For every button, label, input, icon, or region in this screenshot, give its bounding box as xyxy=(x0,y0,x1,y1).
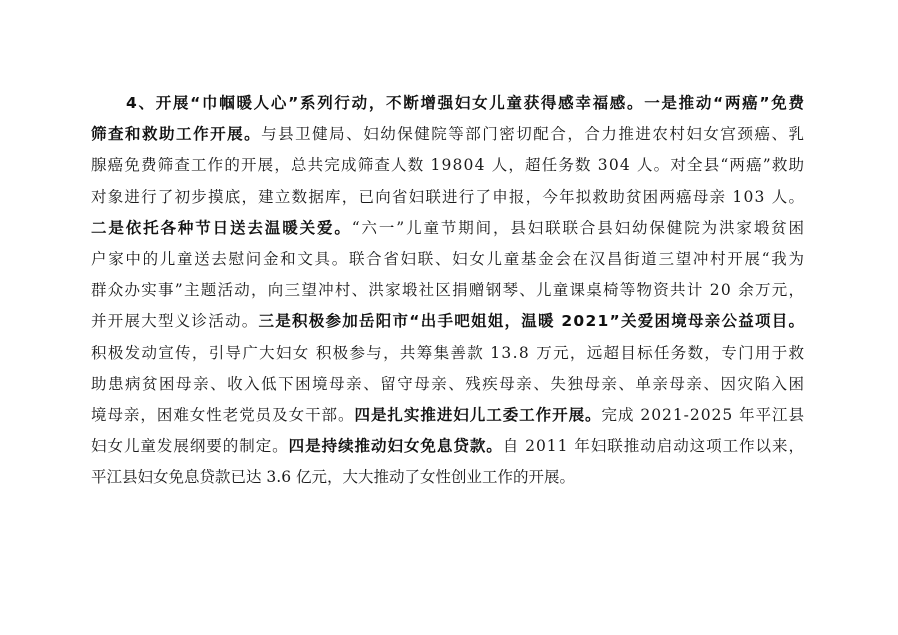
bold-heading-text: 二是依托各种节日送去温暖关爱。 xyxy=(91,218,352,237)
body-text: 腺癌免费筛查工作的开展，总共完成筛查人数 19804 人，超任务数 304 人。对全县“两癌”救助 xyxy=(91,156,806,175)
body-text: 妇女儿童发展纲要的制定。 xyxy=(91,437,289,456)
body-text: 平江县妇女免息贷款已达 3.6 亿元，大大推动了女性创业工作的开展。 xyxy=(91,468,576,487)
text-line xyxy=(91,150,804,181)
text-line xyxy=(91,400,804,431)
text-line xyxy=(91,306,804,337)
body-text: “六一”儿童节期间，县妇联联合县妇幼保健院为洪家塅贫困 xyxy=(351,218,806,237)
text-line xyxy=(91,88,804,119)
bold-heading-text: 四是持续推动妇女免息贷款。 xyxy=(288,437,503,456)
text-line xyxy=(91,275,804,306)
body-text: 户家中的儿童送去慰问金和文具。联合省妇联、妇女儿童基金会在汉昌街道三望冲村开展“我为 xyxy=(91,249,806,268)
body-text: 完成 2021-2025 年平江县 xyxy=(601,405,805,424)
body-text: 对象进行了初步摸底，建立数据库，已向省妇联进行了申报，今年拟救助贫困两癌母亲 103 人。 xyxy=(91,187,806,206)
text-line xyxy=(91,431,804,462)
text-line xyxy=(91,119,804,150)
body-text: 助患病贫困母亲、收入低下困境母亲、留守母亲、残疾母亲、失独母亲、单亲母亲、因灾陷入困 xyxy=(91,374,806,393)
text-line xyxy=(91,182,804,213)
body-text: 并开展大型义诊活动。 xyxy=(91,312,259,331)
body-paragraph xyxy=(91,88,804,493)
text-line xyxy=(91,213,804,244)
bold-heading-text: 四是扎实推进妇儿工委工作开展。 xyxy=(354,405,602,424)
bold-heading-text: 4、开展“巾帼暖人心”系列行动，不断增强妇女儿童获得感幸福感。一是推动“两癌”免费 xyxy=(126,94,806,112)
text-line xyxy=(91,462,804,493)
body-text: 自 2011 年妇联推动启动这项工作以来， xyxy=(502,437,805,456)
body-text: 与县卫健局、妇幼保健院等部门密切配合，合力推进农村妇女宫颈癌、乳 xyxy=(261,125,806,144)
bold-heading-text: 三是积极参加岳阳市“出手吧姐姐，温暖 2021”关爱困境母亲公益项目。 xyxy=(258,312,806,331)
body-text: 积极发动宣传，引导广大妇女 积极参与，共筹集善款 13.8 万元，远超目标任务数，专门用于救 xyxy=(91,343,806,362)
body-text: 群众办实事”主题活动，向三望冲村、洪家塅社区捐赠钢琴、儿童课桌椅等物资共计 20 余万元， xyxy=(91,281,806,300)
text-line xyxy=(91,369,804,400)
body-text: 境母亲，困难女性老党员及女干部。 xyxy=(91,405,355,424)
text-line xyxy=(91,244,804,275)
bold-heading-text: 筛查和救助工作开展。 xyxy=(91,125,262,144)
text-line xyxy=(91,338,804,369)
